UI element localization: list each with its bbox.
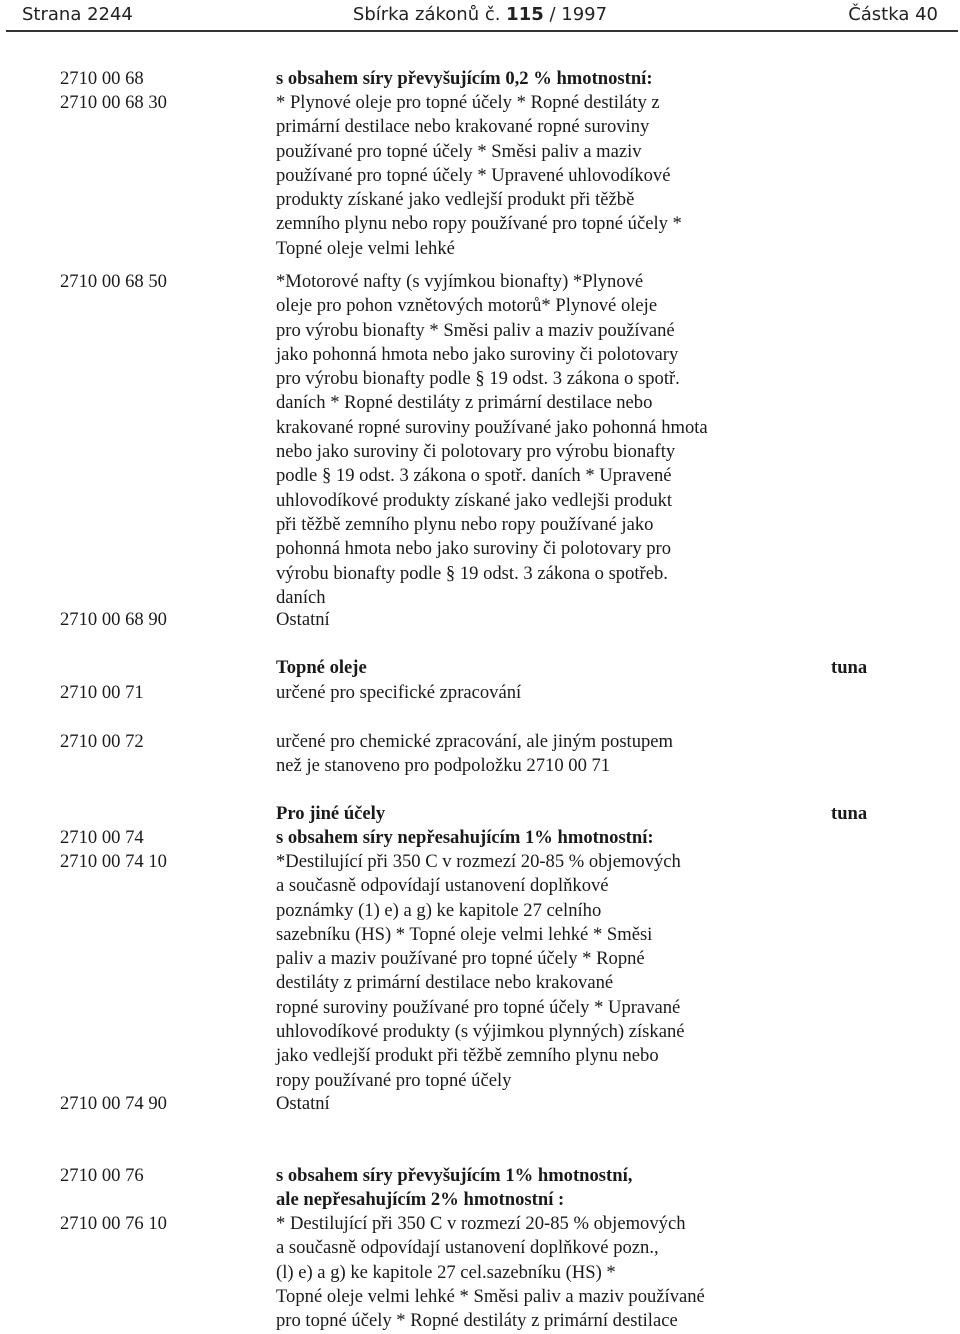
description-line: sazebníku (HS) * Topné oleje velmi lehké * Směsi: [276, 923, 653, 945]
unit-label: tuna: [831, 657, 868, 678]
description-line: určené pro chemické zpracování, ale jiným postupem: [276, 731, 674, 752]
description-line: daních: [276, 586, 326, 608]
description-line: určené pro specifické zpracování: [276, 682, 522, 703]
description-line: s obsahem síry převyšujícím 0,2 % hmotnostní:: [276, 68, 653, 89]
description-line: Topné oleje velmi lehké: [276, 237, 455, 259]
description-line: Pro jiné účely: [276, 803, 386, 824]
page-number: Strana 2244: [22, 4, 133, 25]
description-line: produkty získané jako vedlejší produkt při těžbě: [276, 189, 635, 211]
description-line: oleje pro pohon vznětových motorů* Plynové oleje: [276, 295, 658, 317]
tariff-description: [276, 826, 836, 850]
tariff-code: 2710 00 76: [60, 1165, 144, 1186]
tariff-description: [276, 850, 836, 1093]
description-line: než je stanoveno pro podpoložku 2710 00 71: [276, 755, 611, 777]
tariff-code: 2710 00 74 10: [60, 851, 167, 872]
law-year: / 1997: [543, 4, 608, 25]
tariff-code: 2710 00 76 10: [60, 1213, 167, 1234]
description-line: a současně odpovídají ustanovení doplňkové: [276, 875, 609, 897]
tariff-code: 2710 00 74: [60, 827, 144, 848]
tariff-description: [276, 730, 836, 779]
description-line: *Destilující při 350 C v rozmezí 20-85 % objemových: [276, 851, 681, 872]
tariff-code: 2710 00 68: [60, 68, 144, 89]
description-line: (l) e) a g) ke kapitole 27 cel.sazebníku (HS) *: [276, 1261, 616, 1283]
tariff-description: [276, 681, 836, 705]
description-line: daních * Ropné destiláty z primární destilace nebo: [276, 392, 653, 414]
tariff-description: [276, 67, 836, 91]
description-line: s obsahem síry nepřesahujícím 1% hmotnostní:: [276, 827, 654, 848]
description-line: výrobu bionafty podle § 19 odst. 3 zákona o spotřeb.: [276, 562, 668, 584]
tariff-code: 2710 00 68 50: [60, 271, 167, 292]
description-line: primární destilace nebo krakované ropné suroviny: [276, 116, 650, 138]
description-line: Ostatní: [276, 1093, 330, 1114]
description-line: uhlovodíkové produkty získané jako vedlejši produkt: [276, 489, 673, 511]
description-line: jako pohonná hmota nebo jako suroviny či polotovary: [276, 343, 679, 365]
description-line: zemního plynu nebo ropy používané pro topné účely *: [276, 213, 682, 235]
description-line: Topné oleje: [276, 657, 367, 678]
description-line: s obsahem síry převyšujícím 1% hmotnostní,: [276, 1165, 633, 1186]
description-line: při těžbě zemního plynu nebo ropy používané jako: [276, 513, 654, 535]
description-line: destiláty z primární destilace nebo krakované: [276, 972, 614, 994]
tariff-description: [276, 608, 836, 632]
description-line: ale nepřesahujícím 2% hmotnostní :: [276, 1189, 565, 1211]
tariff-code: 2710 00 74 90: [60, 1093, 167, 1114]
tariff-code: 2710 00 68 30: [60, 92, 167, 113]
description-line: používané pro topné účely * Upravené uhlovodíkové: [276, 164, 671, 186]
description-line: jako vedlejší produkt při těžbě zemního plynu nebo: [276, 1045, 659, 1067]
description-line: ropy používané pro topné účely: [276, 1069, 512, 1091]
tariff-description: [276, 270, 836, 610]
part-number: Částka 40: [848, 4, 938, 25]
tariff-code: 2710 00 71: [60, 682, 144, 703]
tariff-description: [276, 656, 836, 680]
description-line: poznámky (1) e) a g) ke kapitole 27 celního: [276, 899, 602, 921]
tariff-code: 2710 00 72: [60, 731, 144, 752]
description-line: pro výrobu bionafty podle § 19 odst. 3 zákona o spotř.: [276, 368, 680, 390]
unit-label: tuna: [831, 803, 868, 824]
tariff-description: [276, 1092, 836, 1116]
law-number: 115: [506, 4, 544, 25]
description-line: Ostatní: [276, 609, 330, 630]
tariff-description: [276, 91, 836, 261]
tariff-description: [276, 802, 836, 826]
description-line: a současně odpovídají ustanovení doplňkové pozn.,: [276, 1237, 659, 1259]
description-line: pohonná hmota nebo jako suroviny či polotovary pro: [276, 538, 672, 560]
description-line: pro výrobu bionafty * Směsi paliv a maziv používané: [276, 319, 675, 341]
description-line: * Plynové oleje pro topné účely * Ropné destiláty z: [276, 92, 660, 113]
description-line: *Motorové nafty (s vyjímkou bionafty) *Plynové: [276, 271, 644, 292]
description-line: nebo jako suroviny či polotovary pro výrobu bionafty: [276, 441, 676, 463]
description-line: * Destilující při 350 C v rozmezí 20-85 % objemových: [276, 1213, 686, 1234]
tariff-code: 2710 00 68 90: [60, 609, 167, 630]
tariff-description: [276, 1212, 836, 1333]
description-line: podle § 19 odst. 3 zákona o spotř. daních * Upravené: [276, 465, 672, 487]
description-line: pro topné účely * Ropné destiláty z primární destilace: [276, 1310, 678, 1332]
collection-prefix: Sbírka zákonů č.: [352, 4, 507, 25]
description-line: uhlovodíkové produkty (s výjimkou plynných) získané: [276, 1021, 685, 1043]
description-line: paliv a maziv používané pro topné účely * Ropné: [276, 948, 645, 970]
description-line: krakované ropné suroviny používané jako pohonná hmota: [276, 416, 708, 438]
description-line: ropné suroviny používané pro topné účely * Upravané: [276, 996, 681, 1018]
tariff-description: [276, 1164, 836, 1213]
description-line: Topné oleje velmi lehké * Směsi paliv a maziv používané: [276, 1285, 705, 1307]
description-line: používané pro topné účely * Směsi paliv a maziv: [276, 140, 642, 162]
